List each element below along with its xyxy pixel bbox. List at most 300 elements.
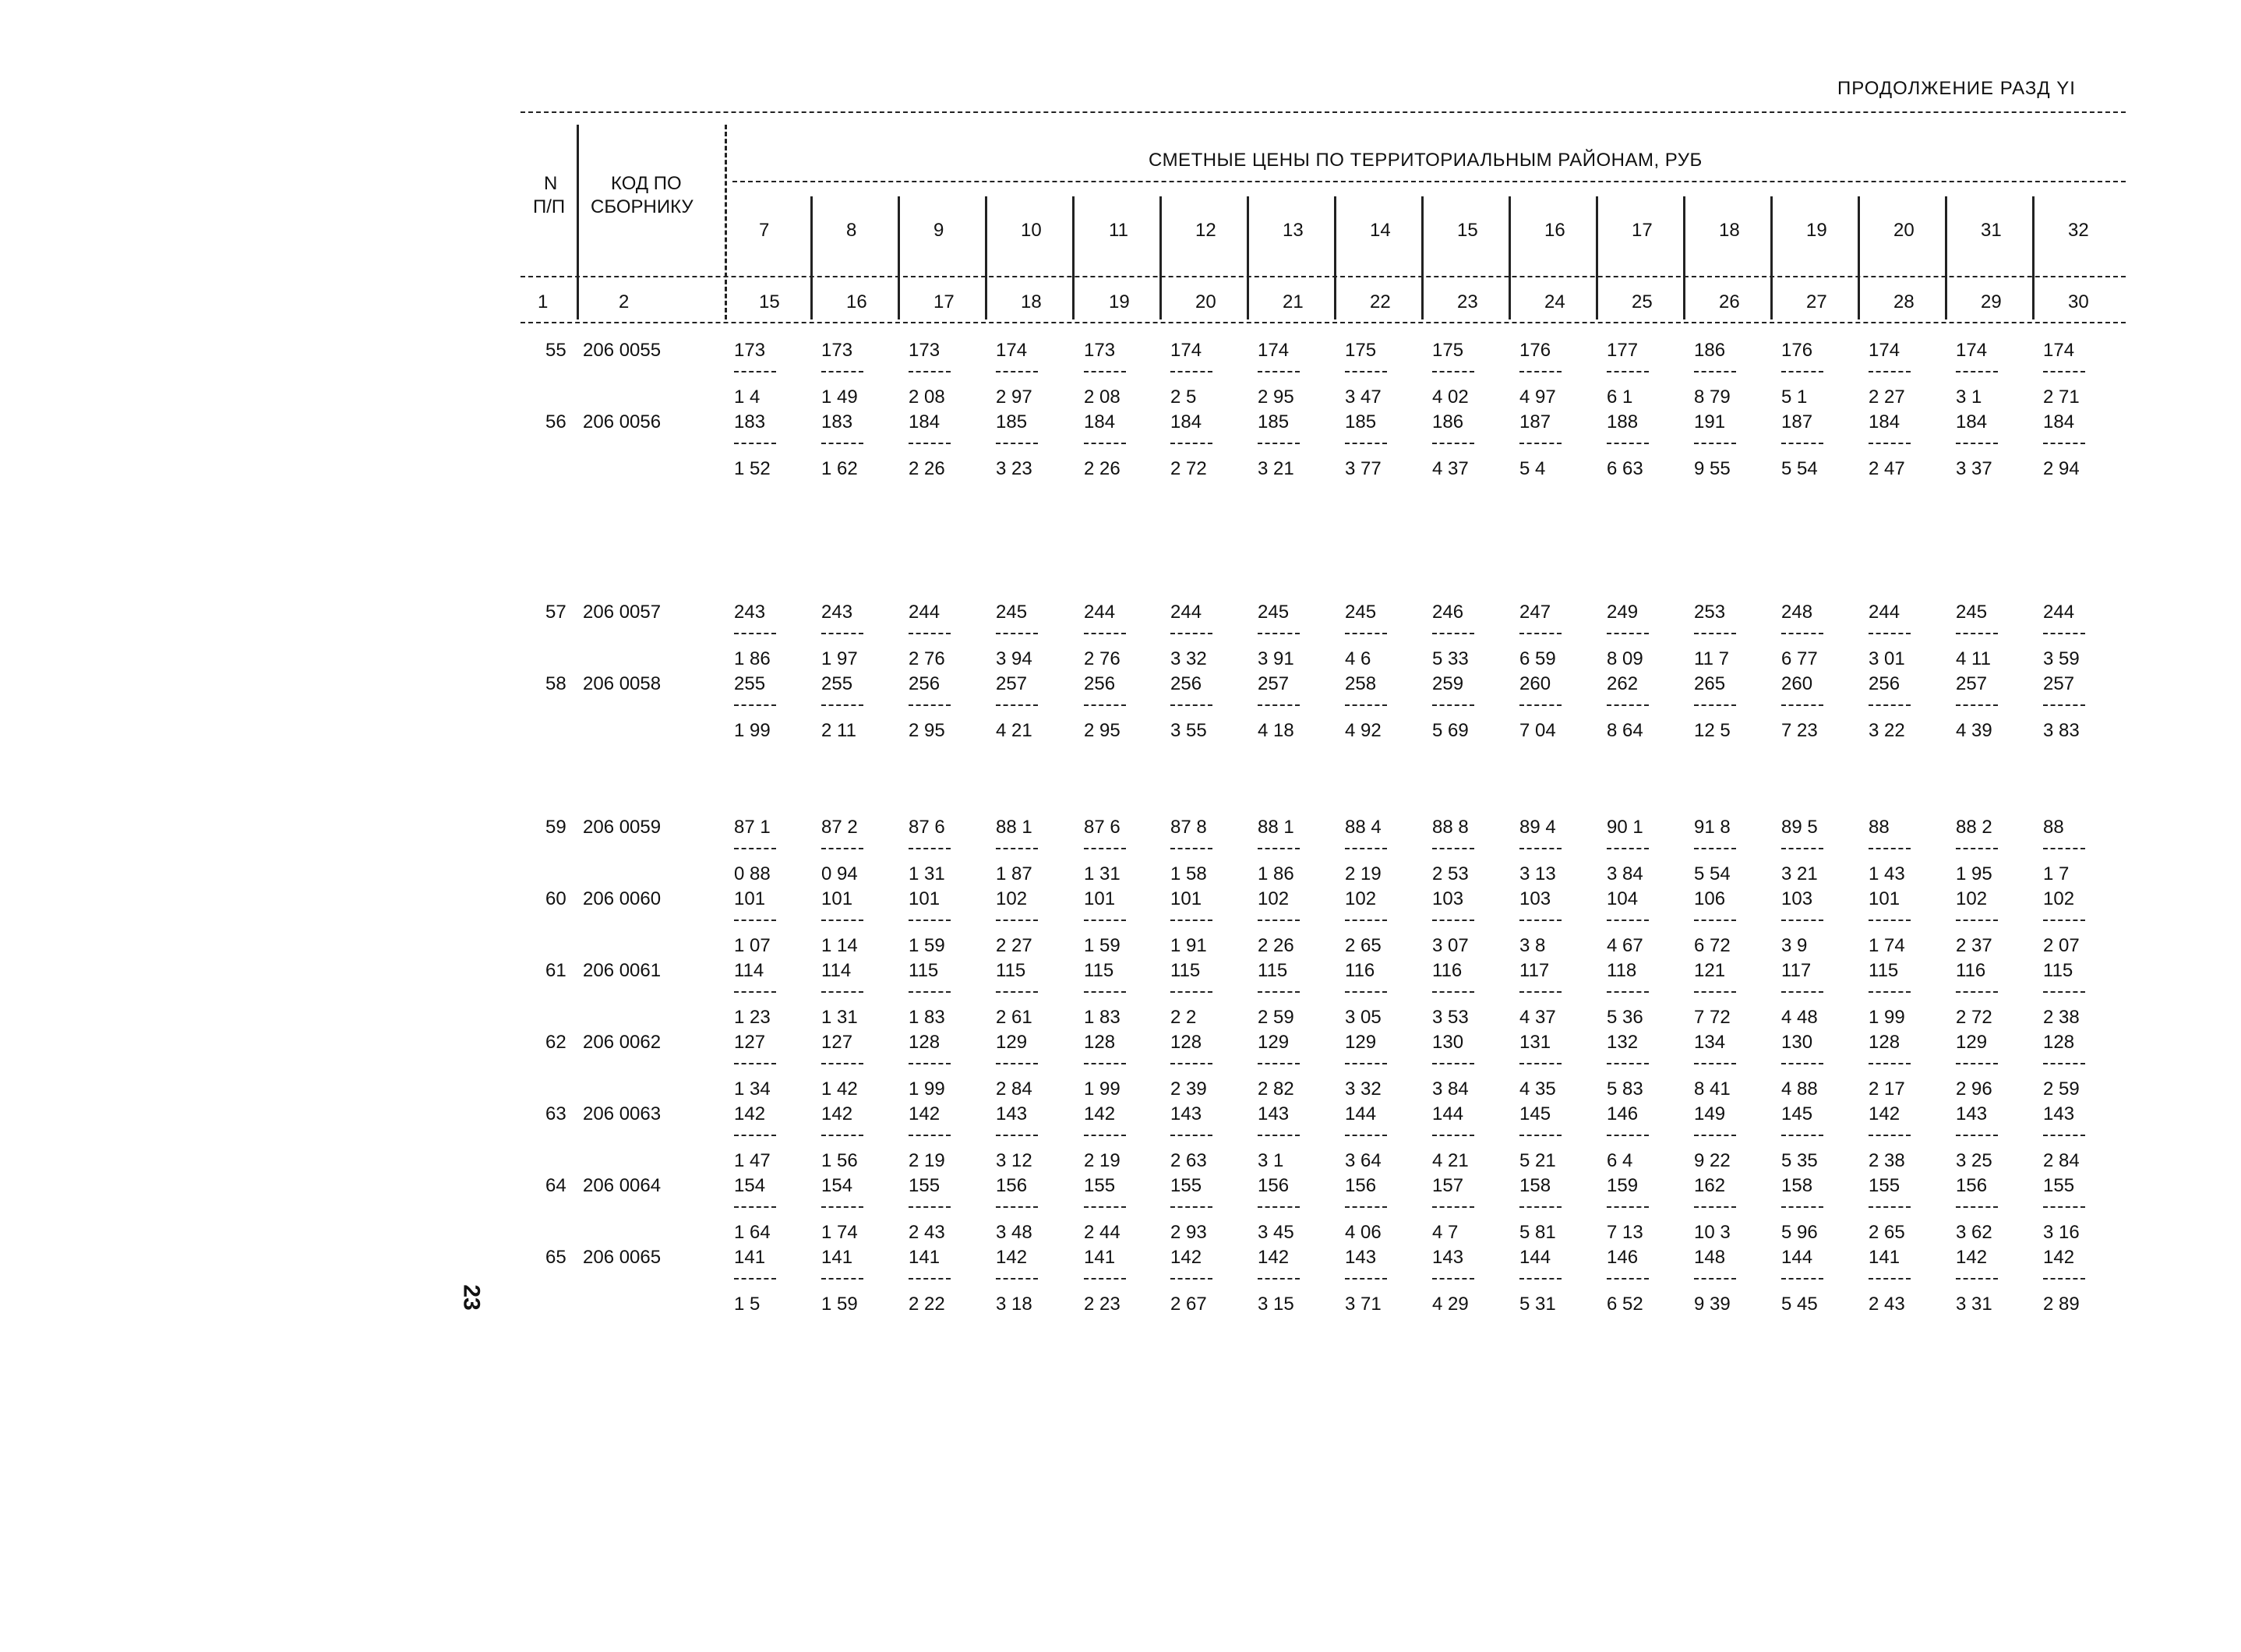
- fraction-rule: [2043, 443, 2085, 444]
- fraction-rule: [1432, 848, 1474, 849]
- fraction-rule: [1258, 920, 1300, 921]
- price-value: 183: [734, 411, 766, 432]
- column-separator-district: [1509, 196, 1511, 319]
- fraction-rule: [1869, 704, 1911, 706]
- fraction-rule: [1956, 443, 1998, 444]
- fraction-rule: [996, 633, 1038, 634]
- fraction-rule: [1869, 920, 1911, 921]
- fraction-rule: [1519, 371, 1562, 372]
- fraction-rule: [1519, 1278, 1562, 1280]
- fraction-rule: [2043, 704, 2085, 706]
- price-value: 127: [821, 1032, 853, 1053]
- fraction-rule: [1432, 704, 1474, 706]
- price-value-secondary: 1 59: [909, 935, 945, 956]
- price-value: 142: [734, 1103, 766, 1124]
- price-value: 144: [1432, 1103, 1464, 1124]
- column-separator-district: [1072, 196, 1075, 319]
- price-value: 116: [1432, 960, 1463, 981]
- fraction-rule: [1519, 991, 1562, 993]
- price-value: 87 2: [821, 817, 858, 838]
- price-value-secondary: 7 72: [1694, 1007, 1731, 1028]
- price-value-secondary: 2 2: [1170, 1007, 1197, 1028]
- price-value-secondary: 2 08: [1084, 387, 1120, 408]
- row-code: 206 0055: [583, 340, 662, 361]
- fraction-rule: [996, 443, 1038, 444]
- fraction-rule: [1781, 443, 1823, 444]
- fraction-rule: [1956, 1135, 1998, 1136]
- price-value-secondary: 4 21: [996, 720, 1032, 741]
- price-value-secondary: 2 19: [1345, 863, 1382, 884]
- fraction-rule: [909, 991, 951, 993]
- price-value: 131: [1519, 1032, 1551, 1053]
- price-value-secondary: 2 17: [1869, 1078, 1905, 1100]
- fraction-rule: [1519, 633, 1562, 634]
- fraction-rule: [1869, 371, 1911, 372]
- price-value-secondary: 2 39: [1170, 1078, 1207, 1100]
- price-value-secondary: 2 96: [1956, 1078, 1992, 1100]
- fraction-rule: [734, 1206, 776, 1208]
- price-value: 260: [1519, 673, 1551, 694]
- price-value: 154: [734, 1175, 766, 1196]
- column-index: 29: [1981, 291, 2002, 312]
- price-value-secondary: 1 5: [734, 1294, 761, 1315]
- column-index: 2: [619, 291, 630, 312]
- price-value-secondary: 1 07: [734, 935, 771, 956]
- price-value: 88 4: [1345, 817, 1382, 838]
- column-index: 21: [1283, 291, 1304, 312]
- price-value: 142: [1869, 1103, 1900, 1124]
- fraction-rule: [1956, 991, 1998, 993]
- column-separator-district: [1770, 196, 1773, 319]
- fraction-rule: [734, 1135, 776, 1136]
- price-value-secondary: 2 19: [909, 1150, 945, 1171]
- price-value: 88: [2043, 817, 2064, 838]
- price-value: 184: [1956, 411, 1988, 432]
- fraction-rule: [1956, 1278, 1998, 1280]
- price-value: 87 8: [1170, 817, 1207, 838]
- price-value-secondary: 1 31: [821, 1007, 858, 1028]
- fraction-rule: [1607, 920, 1649, 921]
- fraction-rule: [2043, 848, 2085, 849]
- price-value-secondary: 4 7: [1432, 1222, 1459, 1243]
- price-value: 101: [734, 888, 766, 909]
- price-value-secondary: 1 99: [734, 720, 771, 741]
- price-value: 142: [909, 1103, 941, 1124]
- price-value-secondary: 3 37: [1956, 458, 1992, 479]
- fraction-rule: [1694, 848, 1736, 849]
- price-value-secondary: 4 21: [1432, 1150, 1469, 1171]
- price-value-secondary: 1 49: [821, 387, 858, 408]
- price-value: 184: [1170, 411, 1202, 432]
- price-value-secondary: 3 32: [1345, 1078, 1382, 1100]
- column-index: 25: [1632, 291, 1653, 312]
- price-value: 183: [821, 411, 853, 432]
- fraction-rule: [1084, 1206, 1126, 1208]
- price-value-secondary: 2 26: [1258, 935, 1294, 956]
- price-value-secondary: 2 43: [909, 1222, 945, 1243]
- fraction-rule: [1519, 848, 1562, 849]
- price-value-secondary: 8 79: [1694, 387, 1731, 408]
- price-value: 184: [1869, 411, 1900, 432]
- price-value: 159: [1607, 1175, 1639, 1196]
- fraction-rule: [2043, 633, 2085, 634]
- price-value: 245: [1956, 602, 1988, 623]
- fraction-rule: [996, 1063, 1038, 1064]
- price-value-secondary: 5 31: [1519, 1294, 1556, 1315]
- price-value-secondary: 2 22: [909, 1294, 945, 1315]
- fraction-rule: [1345, 1278, 1387, 1280]
- price-value-secondary: 3 45: [1258, 1222, 1294, 1243]
- row-number: 57: [545, 602, 566, 623]
- fraction-rule: [1694, 920, 1736, 921]
- price-value: 115: [909, 960, 939, 981]
- fraction-rule: [909, 1206, 951, 1208]
- row-code: 206 0056: [583, 411, 662, 432]
- price-value: 257: [2043, 673, 2075, 694]
- price-value-secondary: 3 84: [1432, 1078, 1469, 1100]
- price-value-secondary: 1 52: [734, 458, 771, 479]
- column-index: 24: [1544, 291, 1565, 312]
- fraction-rule: [1869, 633, 1911, 634]
- price-value-secondary: 10 3: [1694, 1222, 1731, 1243]
- price-value-secondary: 1 34: [734, 1078, 771, 1100]
- price-value-secondary: 5 69: [1432, 720, 1469, 741]
- column-separator-num: [577, 125, 579, 319]
- price-value: 155: [909, 1175, 941, 1196]
- price-value: 244: [1170, 602, 1202, 623]
- header-code-label: КОД ПО: [611, 173, 682, 194]
- price-value: 158: [1781, 1175, 1813, 1196]
- price-value: 130: [1432, 1032, 1464, 1053]
- price-value-secondary: 1 91: [1170, 935, 1207, 956]
- price-value: 162: [1694, 1175, 1726, 1196]
- price-value-secondary: 2 23: [1084, 1294, 1120, 1315]
- price-value-secondary: 2 71: [2043, 387, 2080, 408]
- column-separator-district: [2032, 196, 2035, 319]
- price-value-secondary: 6 1: [1607, 387, 1633, 408]
- fraction-rule: [1869, 443, 1911, 444]
- price-value-secondary: 1 47: [734, 1150, 771, 1171]
- fraction-rule: [2043, 920, 2085, 921]
- fraction-rule: [1084, 633, 1126, 634]
- price-value-secondary: 2 59: [1258, 1007, 1294, 1028]
- district-number: 7: [759, 220, 770, 241]
- price-value: 144: [1345, 1103, 1377, 1124]
- row-code: 206 0060: [583, 888, 662, 909]
- price-value-secondary: 5 54: [1694, 863, 1731, 884]
- price-value-secondary: 12 5: [1694, 720, 1731, 741]
- price-value: 176: [1519, 340, 1551, 361]
- price-value: 134: [1694, 1032, 1726, 1053]
- price-value-secondary: 1 95: [1956, 863, 1992, 884]
- price-value: 88 1: [996, 817, 1032, 838]
- price-value-secondary: 3 71: [1345, 1294, 1382, 1315]
- price-value: 256: [1869, 673, 1900, 694]
- price-value: 90 1: [1607, 817, 1643, 838]
- price-value-secondary: 4 11: [1956, 648, 1991, 669]
- price-value-secondary: 11 7: [1694, 648, 1729, 669]
- price-value: 248: [1781, 602, 1813, 623]
- price-value: 174: [1869, 340, 1900, 361]
- price-value: 117: [1519, 960, 1550, 981]
- fraction-rule: [1345, 371, 1387, 372]
- page-number: 23: [458, 1284, 485, 1311]
- fraction-rule: [1869, 1063, 1911, 1064]
- fraction-rule: [1432, 1135, 1474, 1136]
- price-value-secondary: 2 94: [2043, 458, 2080, 479]
- fraction-rule: [821, 371, 863, 372]
- fraction-rule: [1258, 991, 1300, 993]
- price-value-secondary: 3 64: [1345, 1150, 1382, 1171]
- price-value: 245: [996, 602, 1028, 623]
- price-value-secondary: 3 05: [1345, 1007, 1382, 1028]
- price-value: 156: [1258, 1175, 1290, 1196]
- district-number: 11: [1109, 220, 1128, 241]
- fraction-rule: [821, 704, 863, 706]
- price-value: 141: [1869, 1247, 1900, 1268]
- fraction-rule: [1258, 704, 1300, 706]
- price-value: 256: [909, 673, 941, 694]
- price-value-secondary: 3 31: [1956, 1294, 1992, 1315]
- price-value-secondary: 1 14: [821, 935, 858, 956]
- fraction-rule: [1170, 1206, 1212, 1208]
- price-value-secondary: 2 53: [1432, 863, 1469, 884]
- district-number: 10: [1021, 220, 1042, 241]
- price-value-secondary: 4 35: [1519, 1078, 1556, 1100]
- price-value-secondary: 7 04: [1519, 720, 1556, 741]
- fraction-rule: [1607, 443, 1649, 444]
- price-value-secondary: 3 84: [1607, 863, 1643, 884]
- row-number: 61: [545, 960, 566, 981]
- fraction-rule: [734, 1063, 776, 1064]
- price-value: 103: [1432, 888, 1464, 909]
- price-value: 141: [1084, 1247, 1116, 1268]
- price-value-secondary: 3 91: [1258, 648, 1294, 669]
- price-value: 187: [1519, 411, 1551, 432]
- price-value: 130: [1781, 1032, 1813, 1053]
- fraction-rule: [909, 633, 951, 634]
- price-value-secondary: 1 42: [821, 1078, 858, 1100]
- row-number: 59: [545, 817, 566, 838]
- column-index: 1: [538, 291, 549, 312]
- price-value: 143: [1956, 1103, 1988, 1124]
- fraction-rule: [1519, 1206, 1562, 1208]
- fraction-rule: [1345, 633, 1387, 634]
- price-value: 142: [996, 1247, 1028, 1268]
- fraction-rule: [1258, 1278, 1300, 1280]
- price-value-secondary: 3 23: [996, 458, 1032, 479]
- fraction-rule: [1607, 633, 1649, 634]
- price-value: 144: [1519, 1247, 1551, 1268]
- price-value-secondary: 5 54: [1781, 458, 1818, 479]
- row-code: 206 0063: [583, 1103, 662, 1124]
- price-value: 103: [1781, 888, 1813, 909]
- price-value-secondary: 2 27: [996, 935, 1032, 956]
- column-index: 18: [1021, 291, 1042, 312]
- price-value-secondary: 4 97: [1519, 387, 1556, 408]
- price-value: 243: [821, 602, 853, 623]
- fraction-rule: [734, 633, 776, 634]
- fraction-rule: [996, 848, 1038, 849]
- fraction-rule: [1781, 1063, 1823, 1064]
- price-value: 262: [1607, 673, 1639, 694]
- price-value: 186: [1694, 340, 1726, 361]
- price-value: 115: [2043, 960, 2073, 981]
- column-index: 27: [1806, 291, 1827, 312]
- price-value-secondary: 4 48: [1781, 1007, 1818, 1028]
- fraction-rule: [1607, 371, 1649, 372]
- price-value-secondary: 4 06: [1345, 1222, 1382, 1243]
- price-value-secondary: 1 86: [1258, 863, 1294, 884]
- fraction-rule: [1432, 633, 1474, 634]
- price-value-secondary: 4 88: [1781, 1078, 1818, 1100]
- fraction-rule: [1345, 1135, 1387, 1136]
- price-value: 118: [1607, 960, 1637, 981]
- price-value-secondary: 5 21: [1519, 1150, 1556, 1171]
- price-value: 255: [734, 673, 766, 694]
- price-value-secondary: 3 53: [1432, 1007, 1469, 1028]
- price-value-secondary: 1 7: [2043, 863, 2070, 884]
- fraction-rule: [2043, 1206, 2085, 1208]
- price-value: 149: [1694, 1103, 1726, 1124]
- fraction-rule: [1258, 443, 1300, 444]
- fraction-rule: [1258, 371, 1300, 372]
- fraction-rule: [821, 1135, 863, 1136]
- price-value-secondary: 8 64: [1607, 720, 1643, 741]
- price-value: 156: [1345, 1175, 1377, 1196]
- price-value-secondary: 4 37: [1519, 1007, 1556, 1028]
- district-number: 15: [1457, 220, 1478, 241]
- price-value-secondary: 1 97: [821, 648, 858, 669]
- price-value: 244: [1084, 602, 1116, 623]
- price-value-secondary: 7 13: [1607, 1222, 1643, 1243]
- fraction-rule: [1956, 920, 1998, 921]
- price-value: 115: [1170, 960, 1201, 981]
- fraction-rule: [1694, 371, 1736, 372]
- district-number: 17: [1632, 220, 1653, 241]
- price-value-secondary: 2 97: [996, 387, 1032, 408]
- fraction-rule: [1607, 1206, 1649, 1208]
- price-value-secondary: 3 13: [1519, 863, 1556, 884]
- fraction-rule: [1345, 1206, 1387, 1208]
- price-value: 91 8: [1694, 817, 1731, 838]
- price-value: 155: [1084, 1175, 1116, 1196]
- price-value-secondary: 1 62: [821, 458, 858, 479]
- price-value: 141: [909, 1247, 941, 1268]
- price-value-secondary: 1 87: [996, 863, 1032, 884]
- price-value-secondary: 3 25: [1956, 1150, 1992, 1171]
- fraction-rule: [1694, 1206, 1736, 1208]
- price-value-secondary: 5 4: [1519, 458, 1546, 479]
- price-value: 115: [1084, 960, 1114, 981]
- price-value-secondary: 5 81: [1519, 1222, 1556, 1243]
- price-value-secondary: 1 59: [821, 1294, 858, 1315]
- price-value-secondary: 6 72: [1694, 935, 1731, 956]
- price-value-secondary: 2 27: [1869, 387, 1905, 408]
- price-value: 174: [1956, 340, 1988, 361]
- price-value: 173: [909, 340, 941, 361]
- column-separator-district: [1683, 196, 1685, 319]
- column-index: 30: [2068, 291, 2089, 312]
- fraction-rule: [1869, 848, 1911, 849]
- price-value: 184: [2043, 411, 2075, 432]
- price-value-secondary: 6 52: [1607, 1294, 1643, 1315]
- price-value-secondary: 1 99: [1869, 1007, 1905, 1028]
- price-value: 184: [909, 411, 941, 432]
- price-value: 184: [1084, 411, 1116, 432]
- price-value-secondary: 1 23: [734, 1007, 771, 1028]
- price-value-secondary: 1 99: [1084, 1078, 1120, 1100]
- fraction-rule: [1869, 1135, 1911, 1136]
- price-value-secondary: 2 07: [2043, 935, 2080, 956]
- fraction-rule: [1519, 920, 1562, 921]
- price-value-secondary: 2 5: [1170, 387, 1197, 408]
- price-value-secondary: 1 58: [1170, 863, 1207, 884]
- row-number: 64: [545, 1175, 566, 1196]
- fraction-rule: [1781, 920, 1823, 921]
- district-number: 9: [933, 220, 944, 241]
- fraction-rule: [1084, 1135, 1126, 1136]
- row-number: 56: [545, 411, 566, 432]
- fraction-rule: [1432, 1206, 1474, 1208]
- fraction-rule: [1607, 1063, 1649, 1064]
- price-value-secondary: 3 18: [996, 1294, 1032, 1315]
- price-value: 116: [1956, 960, 1986, 981]
- price-value-secondary: 2 95: [1258, 387, 1294, 408]
- price-value: 143: [2043, 1103, 2075, 1124]
- price-value-secondary: 1 99: [909, 1078, 945, 1100]
- fraction-rule: [996, 704, 1038, 706]
- price-value-secondary: 6 59: [1519, 648, 1556, 669]
- price-value-secondary: 3 1: [1258, 1150, 1284, 1171]
- price-value: 249: [1607, 602, 1639, 623]
- fraction-rule: [1432, 991, 1474, 993]
- fraction-rule: [1956, 848, 1998, 849]
- price-value: 256: [1084, 673, 1116, 694]
- price-value: 128: [2043, 1032, 2075, 1053]
- price-value: 253: [1694, 602, 1726, 623]
- fraction-rule: [996, 920, 1038, 921]
- fraction-rule: [996, 1135, 1038, 1136]
- price-value: 255: [821, 673, 853, 694]
- fraction-rule: [1170, 1278, 1212, 1280]
- column-index: 28: [1893, 291, 1915, 312]
- fraction-rule: [1258, 1206, 1300, 1208]
- price-value-secondary: 3 55: [1170, 720, 1207, 741]
- price-value-secondary: 2 76: [1084, 648, 1120, 669]
- price-value: 104: [1607, 888, 1639, 909]
- price-value: 115: [1258, 960, 1288, 981]
- price-value: 158: [1519, 1175, 1551, 1196]
- row-code: 206 0061: [583, 960, 662, 981]
- fraction-rule: [1694, 991, 1736, 993]
- price-value: 87 6: [909, 817, 945, 838]
- fraction-rule: [1956, 633, 1998, 634]
- fraction-rule: [1781, 633, 1823, 634]
- fraction-rule: [1519, 1063, 1562, 1064]
- fraction-rule: [996, 1206, 1038, 1208]
- price-value: 101: [1869, 888, 1900, 909]
- price-value-secondary: 1 83: [1084, 1007, 1120, 1028]
- fraction-rule: [1084, 1278, 1126, 1280]
- price-value: 114: [734, 960, 764, 981]
- fraction-rule: [734, 1278, 776, 1280]
- price-value-secondary: 2 08: [909, 387, 945, 408]
- price-value: 174: [1258, 340, 1290, 361]
- price-value: 257: [1956, 673, 1988, 694]
- price-value: 142: [1084, 1103, 1116, 1124]
- row-code: 206 0058: [583, 673, 662, 694]
